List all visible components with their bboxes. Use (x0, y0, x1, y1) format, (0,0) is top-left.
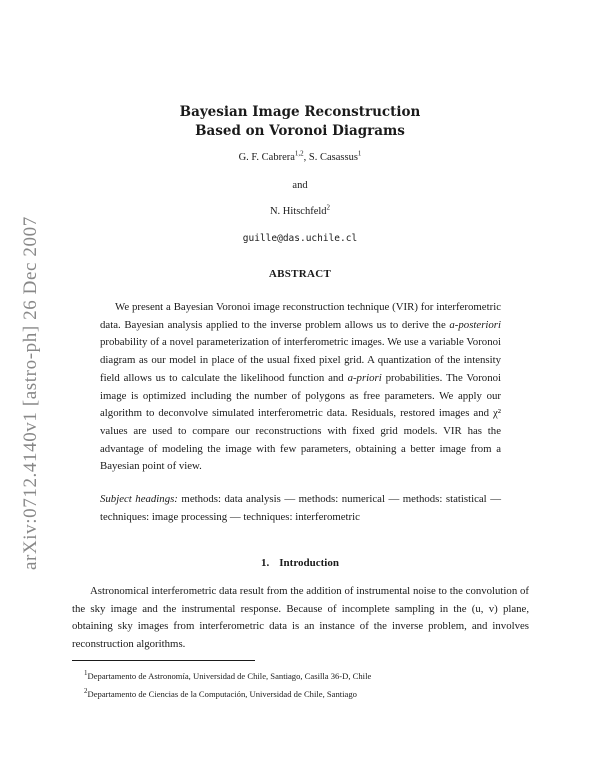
footnote-text: Departamento de Ciencias de la Computación, Universidad de Chile, Santiago (87, 689, 357, 699)
author-name: S. Casassus (308, 152, 358, 163)
footnote-mark: 2 (84, 687, 88, 696)
author-line (150, 149, 450, 163)
author-affiliation-mark: 1,2 (294, 149, 304, 158)
intro-text-part: plane, obtaining sky images from interferometric data is an instance of the inverse problem, and involves reconstruction algorithms. (72, 602, 530, 651)
arxiv-stamp: arXiv:0712.4140v1 [astro-ph] 26 Dec 2007 (20, 216, 41, 570)
author-separator: , (303, 152, 309, 163)
author-and: and (292, 180, 308, 191)
abstract-text-part: We present a Bayesian Voronoi image reconstruction technique (VIR) for interferometric data. Bayesian analysis applied to the inverse problem allows us to derive the (100, 301, 501, 331)
paper-title (150, 103, 450, 141)
footnote-text: Departamento de Astronomía, Universidad de Chile, Santiago, Casilla 36-D, Chile (87, 671, 372, 681)
author-email: guille@das.uchile.cl (242, 233, 358, 244)
section-title: Introduction (279, 557, 339, 569)
introduction-paragraph (72, 583, 529, 654)
subject-headings (100, 491, 501, 526)
author-name: G. F. Cabrera (238, 152, 295, 163)
abstract-heading: ABSTRACT (268, 268, 332, 280)
section-number: 1. (261, 557, 270, 569)
section-heading-introduction (150, 557, 450, 569)
author-name: N. Hitschfeld (269, 206, 327, 217)
intro-uv-math: (u, v) (471, 602, 498, 615)
intro-text-part: Astronomical interferometric data result from the addition of instrumental noise to the convolution of the sky image and the instrumental response. Because of incomplete sampling in the (72, 585, 529, 615)
abstract-italic-term: a-posteriori (449, 318, 501, 331)
abstract-text-part: probability of a novel parameterization of interferometric images. We use a variable Voronoi diagram as our model in place of the usual fixed pixel grid. A quantization of the intensity field allows us to calculate the likelihood function and (100, 336, 501, 384)
footnote-1 (84, 670, 529, 682)
author-line-2 (150, 203, 450, 217)
abstract-text-part: probabilities. The Voronoi image is optimized including the number of polygons as free parameters. We apply our algorithm to deconvolve simulated interferometric data. Residuals, restored images and χ² values are used to compare our reconstructions with fixed grid models. VIR has the advantage of modeling the image with few parameters, obtaining a better image from a Bayesian point of view. (100, 371, 501, 473)
author-affiliation-mark: 2 (326, 203, 331, 212)
subject-headings-label: Subject headings: (100, 493, 178, 505)
footnote-mark: 1 (84, 669, 88, 678)
footnote-2 (84, 688, 529, 700)
title-line-1: Bayesian Image Reconstruction (179, 104, 421, 120)
title-line-2: Based on Voronoi Diagrams (195, 123, 405, 139)
abstract-italic-term: a-priori (347, 371, 382, 384)
abstract-text (100, 299, 501, 476)
subject-headings-text: methods: data analysis — methods: numerical — methods: statistical — techniques: image processing — techniques: interferometric (100, 493, 501, 523)
author-affiliation-mark: 1 (357, 149, 362, 158)
footnote-rule (72, 660, 255, 661)
